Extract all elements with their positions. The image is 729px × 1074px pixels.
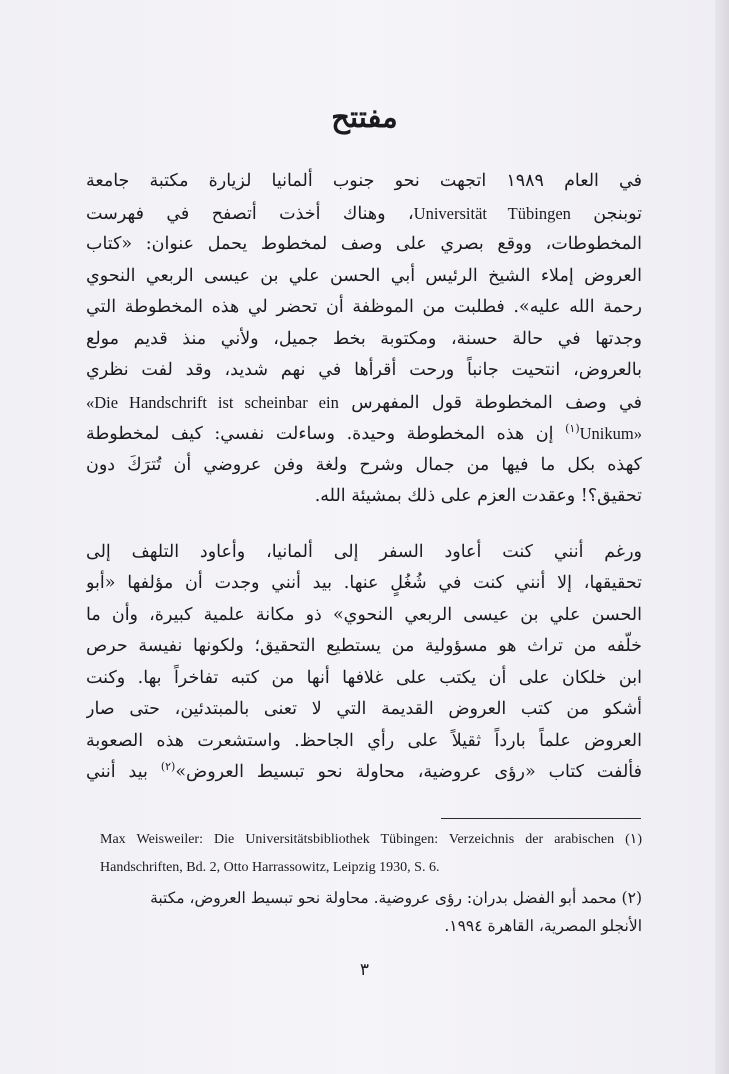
body-text <box>86 166 642 789</box>
footnote-1-text: Max Weisweiler: Die Universitätsbibliothek Tübingen: Verzeichnis der arabischen <box>100 832 615 847</box>
footnote-marker-2: (٢) <box>160 760 176 774</box>
paragraph-1-line-9 <box>86 418 642 450</box>
paragraph-2-line-6: أشكو من كتب العروض القديمة التي لا تعنى بالمبتدئين، حتى صار <box>86 699 642 719</box>
paragraph-2-line-3: الحسن علي بن عيسى الربعي النحوي» ذو مكانة علمية كبيرة، وأن ما <box>86 604 642 625</box>
footnote-1-number: (١) <box>625 832 642 847</box>
page-number: ٣ <box>359 960 370 980</box>
chapter-title: مفتتح <box>331 100 398 134</box>
footnote-1 <box>100 826 642 882</box>
footnote-2-line-2: الأنجلو المصرية، القاهرة ١٩٩٤. <box>444 917 642 935</box>
paragraph-1-line-4: العروض إملاء الشيخ الرئيس أبي الحسن علي بن عيسى الربعي النحوي <box>86 265 642 286</box>
paragraph-2-line-7: العروض علماً بارداً ثقيلاً على رأي الجاحظ. واستشعرت هذه الصعوبة <box>86 730 642 751</box>
paragraph-2-line-8 <box>86 757 642 789</box>
paragraph-gap <box>86 513 642 537</box>
paragraph-1-line-10: كهذه بكل ما فيها من جمال وشرح ولغة وفن عروضي أن تُترَكَ دون <box>86 454 642 475</box>
paragraph-1-line-7: بالعروض، انتحيت جانباً ورحت أقرأها في نهم شديد، وقد لفت نظري <box>86 360 642 380</box>
arabic-text: توبنجن <box>593 203 642 224</box>
latin-quote: Unikum» <box>579 424 642 443</box>
footnote-1-line-2: Handschriften, Bd. 2, Otto Harrassowitz, Leipzig 1930, S. 6. <box>100 860 440 875</box>
paragraph-2-line-2: تحقيقها، إلا أنني كنت في شُغُلٍ عنها. بيد أنني وجدت أن مؤلفها «أبو <box>86 573 642 593</box>
arabic-text: بيد أنني <box>86 762 148 782</box>
latin-text: Universität Tübingen <box>413 203 571 223</box>
footnote-marker-1: (١) <box>565 422 580 436</box>
paragraph-1-line-8 <box>86 387 642 419</box>
footnote-2 <box>100 884 642 940</box>
paragraph-1-line-1: في العام ١٩٨٩ اتجهت نحو جنوب ألمانيا لزيارة مكتبة جامعة <box>86 171 642 191</box>
paragraph-2-line-4: خلّفه من تراث هو مسؤولية من يستطيع التحقيق؛ ولكونها نفيسة حرص <box>86 636 642 656</box>
arabic-text: إن هذه المخطوطة وحيدة. وساءلت نفسي: كيف لمخطوطة <box>86 424 554 444</box>
page-edge-shadow <box>715 0 729 1074</box>
paragraph-1-line-5: رحمة الله عليه». فطلبت من الموظفة أن تحضر لي هذه المخطوطة التي <box>86 297 642 317</box>
paragraph-2-line-5: ابن خلكان على أن يكتب على غلافها أنها من كتبه تفاخراً بها. وكنت <box>86 667 642 688</box>
paragraph-2-line-1: ورغم أنني كنت أعاود السفر إلى ألمانيا، وأعاود التلهف إلى <box>86 541 642 562</box>
latin-quote: «Die Handschrift ist scheinbar ein <box>86 392 339 412</box>
footnote-1-line-1 <box>100 826 642 854</box>
arabic-text: في وصف المخطوطة قول المفهرس <box>351 392 642 413</box>
footnote-2-line-1: (٢) محمد أبو الفضل بدران: رؤى عروضية. محاولة نحو تبسيط العروض، مكتبة <box>150 889 642 907</box>
arabic-text: ، وهناك أخذت أتصفح في فهرست <box>86 203 414 224</box>
footnote-separator <box>441 818 641 819</box>
arabic-text: فألفت كتاب «رؤى عروضية، محاولة نحو تبسيط العروض» <box>175 762 642 782</box>
paragraph-1-line-3: المخطوطات، ووقع بصري على وصف لمخطوط يحمل عنوان: «كتاب <box>86 234 642 254</box>
paragraph-1-line-11: تحقيق؟! وعقدت العزم على ذلك بمشيئة الله. <box>314 486 642 506</box>
paragraph-1-line-2 <box>86 198 642 230</box>
paragraph-1-line-6: وجدتها في حالة حسنة، ومكتوبة بخط جميل، ولأني منذ قديم مولع <box>86 328 642 349</box>
